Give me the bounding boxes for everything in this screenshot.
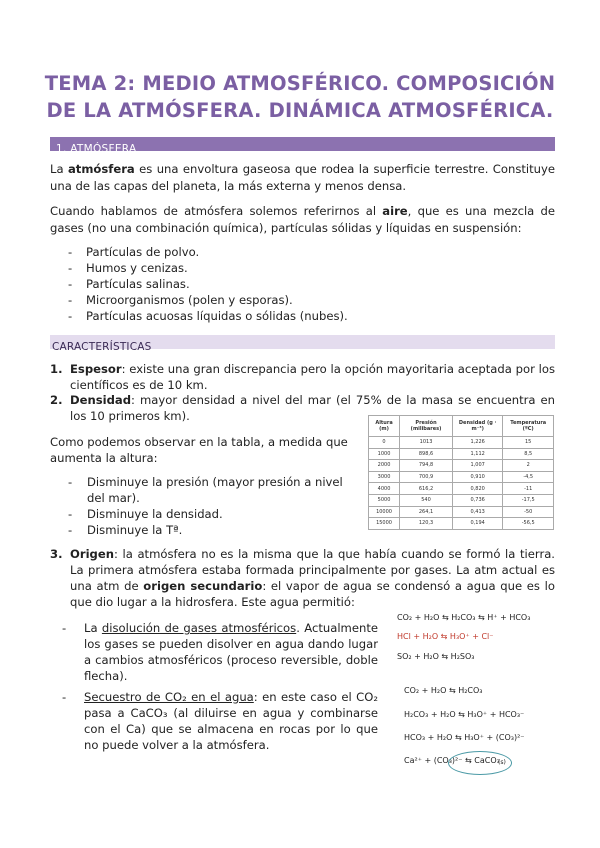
list-item-text: Partículas acuosas líquidas o sólidas (nubes). bbox=[86, 309, 348, 323]
table-cell: 1,226 bbox=[453, 437, 503, 449]
item-number: 3. bbox=[50, 547, 63, 561]
table-cell: 3000 bbox=[369, 471, 400, 483]
table-cell: 898,6 bbox=[400, 448, 453, 460]
table-cell: 1,112 bbox=[453, 448, 503, 460]
title-line-1: TEMA 2: MEDIO ATMOSFÉRICO. COMPOSICIÓN bbox=[44, 72, 556, 95]
sub-item-disolucion: - La disolución de gases atmosféricos. Actualmente los gases se pueden disolver en agua dando lugar a cambios atmosféricos (proceso reversible, doble flecha). bbox=[62, 621, 378, 683]
table-cell: 0,820 bbox=[453, 483, 503, 495]
table-cell: 1000 bbox=[369, 448, 400, 460]
list-item-text: Microorganismos (polen y esporas). bbox=[86, 293, 293, 307]
equation: Ca²⁺ + (CO₃)²⁻ ⇆ CaCO₃ bbox=[404, 756, 500, 765]
equation: H₂CO₃ + H₂O ⇆ H₃O⁺ + HCO₃⁻ bbox=[404, 710, 525, 719]
list-item-text: Humos y cenizas. bbox=[86, 261, 188, 275]
underlined-term: disolución de gases atmosféricos bbox=[101, 621, 297, 635]
table-cell: 1013 bbox=[400, 437, 453, 449]
paragraph-aire bbox=[50, 203, 555, 237]
bold-term: Densidad bbox=[70, 393, 132, 407]
text: : existe una gran discrepancia pero la opción mayoritaria aceptada por los científicos es de 10 km. bbox=[70, 362, 555, 392]
table-cell: -11 bbox=[503, 483, 554, 495]
list-item: - Disminuye la densidad. bbox=[68, 506, 360, 522]
text: , que es una mezcla de gases (no una combinación química), partículas sólidas y líquidas en suspensión: bbox=[50, 204, 555, 235]
table-cell: 120,3 bbox=[400, 518, 453, 530]
list-item-text: Partículas de polvo. bbox=[86, 245, 200, 259]
table-cell: 1,007 bbox=[453, 460, 503, 472]
item-number: 1. bbox=[50, 362, 63, 376]
item-number: 2. bbox=[50, 393, 63, 407]
bold-term: aire bbox=[382, 204, 408, 218]
list-item: - Disminuye la Tª. bbox=[68, 522, 360, 538]
table-cell: 794,8 bbox=[400, 460, 453, 472]
table-cell: 540 bbox=[400, 494, 453, 506]
table-row bbox=[369, 494, 554, 506]
paragraph-atmosfera-def bbox=[50, 161, 555, 195]
table-cell: 5000 bbox=[369, 494, 400, 506]
section-heading-atmosfera bbox=[50, 137, 555, 155]
table-row bbox=[369, 518, 554, 530]
table-cell: 0,910 bbox=[453, 471, 503, 483]
table-cell: -4,5 bbox=[503, 471, 554, 483]
section-heading-label: 1. ATMÓSFERA bbox=[56, 143, 137, 155]
table-header: Temperatura (ºC) bbox=[503, 416, 554, 437]
bold-term: atmósfera bbox=[67, 162, 135, 176]
list-item-text: Disminuye la presión (mayor presión a nivel del mar). bbox=[87, 475, 343, 505]
table-cell: 10000 bbox=[369, 506, 400, 518]
table-row bbox=[369, 448, 554, 460]
table-header: Altura (m) bbox=[369, 416, 400, 437]
equation: HCO₃ + H₂O ⇆ H₃O⁺ + (CO₃)²⁻ bbox=[404, 733, 525, 742]
table-cell: 4000 bbox=[369, 483, 400, 495]
paragraph-observation: Como podemos observar en la tabla, a medida que aumenta la altura: bbox=[50, 435, 348, 465]
text: : mayor densidad a nivel del mar (el 75% de la masa se encuentra en los 10 primeros km). bbox=[70, 393, 555, 423]
section-heading-label: CARACTERÍSTICAS bbox=[52, 341, 152, 353]
equation: HCl + H₂O ⇆ H₃O⁺ + Cl⁻ bbox=[397, 632, 494, 641]
text: La bbox=[50, 162, 68, 176]
equation: SO₂ + H₂O ⇆ H₂SO₃ bbox=[397, 652, 475, 661]
equation: CO₂ + H₂O ⇆ H₂CO₃ bbox=[404, 686, 483, 695]
table-header: Densidad (g · m⁻³) bbox=[453, 416, 503, 437]
table-row bbox=[369, 471, 554, 483]
bold-term: Origen bbox=[70, 547, 114, 561]
list-item-text: Disminuye la densidad. bbox=[87, 507, 223, 521]
table-header: Presión (milibares) bbox=[400, 416, 453, 437]
table-row bbox=[369, 460, 554, 472]
table-cell: 0,194 bbox=[453, 518, 503, 530]
text: . Actualmente los gases se pueden disolver en agua dando lugar a cambios atmosféricos (proceso reversible, doble flecha). bbox=[84, 621, 378, 683]
list-item: - Partículas salinas. bbox=[68, 277, 190, 291]
table-cell: 15000 bbox=[369, 518, 400, 530]
text: : el vapor de agua se condensó a agua que es lo que dio lugar a la hidrosfera. Este agua permitió: bbox=[70, 579, 555, 609]
table-cell: 8,5 bbox=[503, 448, 554, 460]
table-cell: 2000 bbox=[369, 460, 400, 472]
table-cell: -56,5 bbox=[503, 518, 554, 530]
altitude-table bbox=[368, 415, 554, 530]
table-row bbox=[369, 437, 554, 449]
list-item: - Partículas acuosas líquidas o sólidas (nubes). bbox=[68, 309, 348, 323]
text: es una envoltura gaseosa que rodea la superficie terrestre. Constituye una de las capas del planeta, la más externa y menos densa. bbox=[50, 162, 556, 193]
text: : en este caso el CO₂ pasa a CaCO₃ (al diluirse en agua y combinarse con el Ca) que se almacena en rocas por lo que no puede volver a la atmósfera. bbox=[84, 690, 378, 752]
text: : la atmósfera no es la misma que la que había cuando se formó la tierra. La primera atmósfera estaba formada principalmente por gases. La atm actual es una atm de bbox=[70, 547, 555, 593]
list-item-text: Disminuye la Tª. bbox=[87, 523, 183, 537]
section-heading-caracteristicas bbox=[50, 335, 555, 353]
table-header-row bbox=[369, 416, 554, 437]
list-item: - Partículas de polvo. bbox=[68, 245, 200, 259]
table-cell: 0,413 bbox=[453, 506, 503, 518]
table-row bbox=[369, 483, 554, 495]
list-item: - Microorganismos (polen y esporas). bbox=[68, 293, 293, 307]
table-cell: 0,736 bbox=[453, 494, 503, 506]
highlight-circle bbox=[448, 751, 512, 775]
table-cell: 616,2 bbox=[400, 483, 453, 495]
title-line-2: DE LA ATMÓSFERA. DINÁMICA ATMOSFÉRICA. bbox=[46, 99, 554, 122]
table-row bbox=[369, 506, 554, 518]
list-item: - Humos y cenizas. bbox=[68, 261, 188, 275]
equation: CO₂ + H₂O ⇆ H₂CO₃ ⇆ H⁺ + HCO₃ bbox=[397, 613, 531, 622]
table-cell: 700,9 bbox=[400, 471, 453, 483]
sub-item-secuestro: - Secuestro de CO₂ en el agua: en este caso el CO₂ pasa a CaCO₃ (al diluirse en agua y combinarse con el Ca) que se almacena en rocas por lo que no puede volver a la atmósfera. bbox=[62, 690, 378, 752]
numbered-item-espesor bbox=[50, 361, 555, 393]
text: Cuando hablamos de atmósfera solemos referirnos al bbox=[50, 204, 383, 218]
bold-term: origen secundario bbox=[143, 579, 263, 593]
table-cell: 15 bbox=[503, 437, 554, 449]
list-item-text: Partículas salinas. bbox=[86, 277, 190, 291]
table-cell: 0 bbox=[369, 437, 400, 449]
text: La bbox=[84, 621, 102, 635]
table-cell: -17,5 bbox=[503, 494, 554, 506]
table-cell: 264,1 bbox=[400, 506, 453, 518]
underlined-term: Secuestro de CO₂ en el agua bbox=[84, 690, 254, 704]
equation-note: (s) bbox=[498, 759, 506, 766]
bold-term: Espesor bbox=[70, 362, 122, 376]
list-item: - Disminuye la presión (mayor presión a nivel del mar). bbox=[68, 474, 360, 506]
numbered-item-origen bbox=[50, 546, 555, 610]
table-cell: -50 bbox=[503, 506, 554, 518]
table-cell: 2 bbox=[503, 460, 554, 472]
page-title bbox=[40, 70, 560, 124]
